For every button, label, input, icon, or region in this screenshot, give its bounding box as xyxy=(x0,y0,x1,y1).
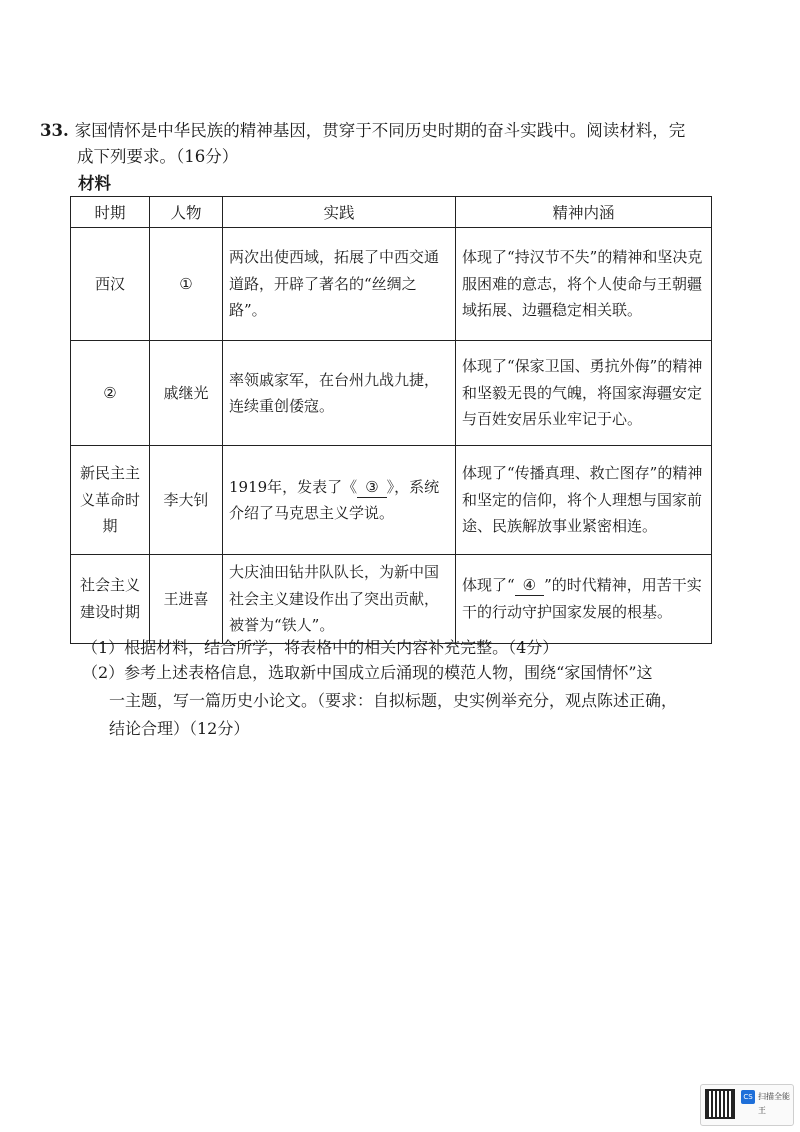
question-text-line-2: 成下列要求。（16分） xyxy=(77,147,239,166)
cell-period: 西汉 xyxy=(71,228,150,341)
cell-practice xyxy=(223,446,456,555)
table-row xyxy=(71,341,712,446)
sub-question-2 xyxy=(82,659,742,743)
table-row xyxy=(71,228,712,341)
header-person: 人物 xyxy=(150,197,223,228)
cell-period: 新民主主义革命时期 xyxy=(71,446,150,555)
spirit-text-before-blank: 体现了“ xyxy=(462,576,515,595)
cell-person: 戚继光 xyxy=(150,341,223,446)
header-practice: 实践 xyxy=(223,197,456,228)
sub-question-2-line-1: （2）参考上述表格信息，选取新中国成立后涌现的模范人物，围绕“家国情怀”这 xyxy=(82,663,653,682)
question-number: 33. xyxy=(40,121,69,140)
material-table xyxy=(70,196,712,644)
practice-text-before-blank: 1919年，发表了《 xyxy=(229,477,358,496)
cs-logo: CS xyxy=(741,1090,755,1104)
material-label: 材料 xyxy=(78,174,111,193)
header-period: 时期 xyxy=(71,197,150,228)
cell-spirit: 体现了“保家卫国、勇抗外侮”的精神和坚毅无畏的气魄，将国家海疆安定与百姓安居乐业牢记于心。 xyxy=(456,341,712,446)
table-row xyxy=(71,446,712,555)
cell-person: ① xyxy=(150,228,223,341)
fill-blank-3: ③ xyxy=(357,477,386,498)
sub-question-1: （1）根据材料，结合所学，将表格中的相关内容补充完整。（4分） xyxy=(82,638,559,657)
cell-person: 王进喜 xyxy=(150,555,223,644)
cell-period: ② xyxy=(71,341,150,446)
cell-practice: 两次出使西域，拓展了中西交通道路，开辟了著名的“丝绸之路”。 xyxy=(223,228,456,341)
table-header-row xyxy=(71,197,712,228)
cell-person: 李大钊 xyxy=(150,446,223,555)
practice-text-after-blank: 》，系统介绍了马克思主义学说。 xyxy=(229,477,440,522)
sub-question-2-line-2: 一主题，写一篇历史小论文。（要求：自拟标题，史实例举充分，观点陈述正确， xyxy=(109,691,678,710)
cell-spirit: 体现了“持汉节不失”的精神和坚决克服困难的意志，将个人使命与王朝疆域拓展、边疆稳定相关联。 xyxy=(456,228,712,341)
table-row xyxy=(71,555,712,644)
header-spirit: 精神内涵 xyxy=(456,197,712,228)
cell-spirit: 体现了“传播真理、救亡图存”的精神和坚定的信仰，将个人理想与国家前途、民族解放事业紧密相连。 xyxy=(456,446,712,555)
fill-blank-4: ④ xyxy=(515,575,544,596)
sub-question-2-line-3: 结论合理）（12分） xyxy=(109,719,250,738)
question-stem xyxy=(40,118,740,170)
question-text-line-1: 家国情怀是中华民族的精神基因，贯穿于不同历史时期的奋斗实践中。阅读材料，完 xyxy=(74,121,686,140)
spirit-text-after-blank: ”的时代精神，用苦干实干的行动守护国家发展的根基。 xyxy=(462,576,702,621)
cell-practice: 大庆油田钻井队队长，为新中国社会主义建设作出了突出贡献，被誉为“铁人”。 xyxy=(223,555,456,644)
question-line-1 xyxy=(40,118,740,144)
cell-spirit xyxy=(456,555,712,644)
cell-period: 社会主义建设时期 xyxy=(71,555,150,644)
scanner-watermark xyxy=(700,1084,794,1126)
scanner-title: 扫描全能王 xyxy=(758,1092,790,1115)
cell-practice: 率领戚家军，在台州九战九捷，连续重创倭寇。 xyxy=(223,341,456,446)
qr-code-icon xyxy=(705,1089,735,1119)
